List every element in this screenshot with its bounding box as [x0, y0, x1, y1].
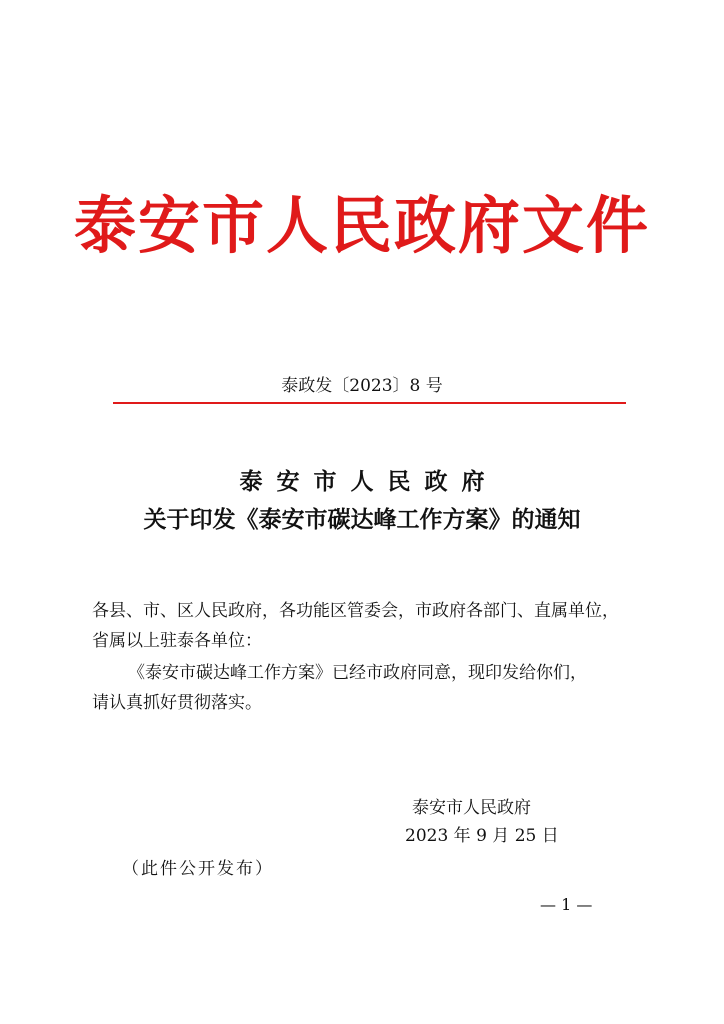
notice-title	[0, 463, 724, 539]
page-number: — 1 —	[540, 895, 593, 914]
recipients-paragraph	[92, 596, 637, 656]
publish-note: （此件公开发布）	[122, 859, 274, 879]
body-line-2: 请认真抓好贯彻落实。	[92, 693, 262, 713]
document-header-title: 泰安市人民政府文件	[73, 189, 650, 262]
document-number: 泰政发〔2023〕8 号	[281, 376, 443, 396]
header-red-rule	[113, 402, 626, 404]
recipients-line-1: 各县、市、区人民政府，各功能区管委会，市政府各部门、直属单位，	[92, 601, 619, 621]
notice-title-issuer: 泰安市人民政府	[239, 468, 499, 495]
body-paragraph	[92, 658, 637, 718]
notice-title-subject: 关于印发《泰安市碳达峰工作方案》的通知	[143, 506, 581, 533]
body-line-1: 《泰安市碳达峰工作方案》已经市政府同意，现印发给你们，	[128, 663, 587, 683]
recipients-line-2: 省属以上驻泰各单位：	[92, 631, 262, 651]
signature-organization: 泰安市人民政府	[412, 798, 531, 818]
signature-date: 2023 年 9 月 25 日	[405, 826, 559, 846]
